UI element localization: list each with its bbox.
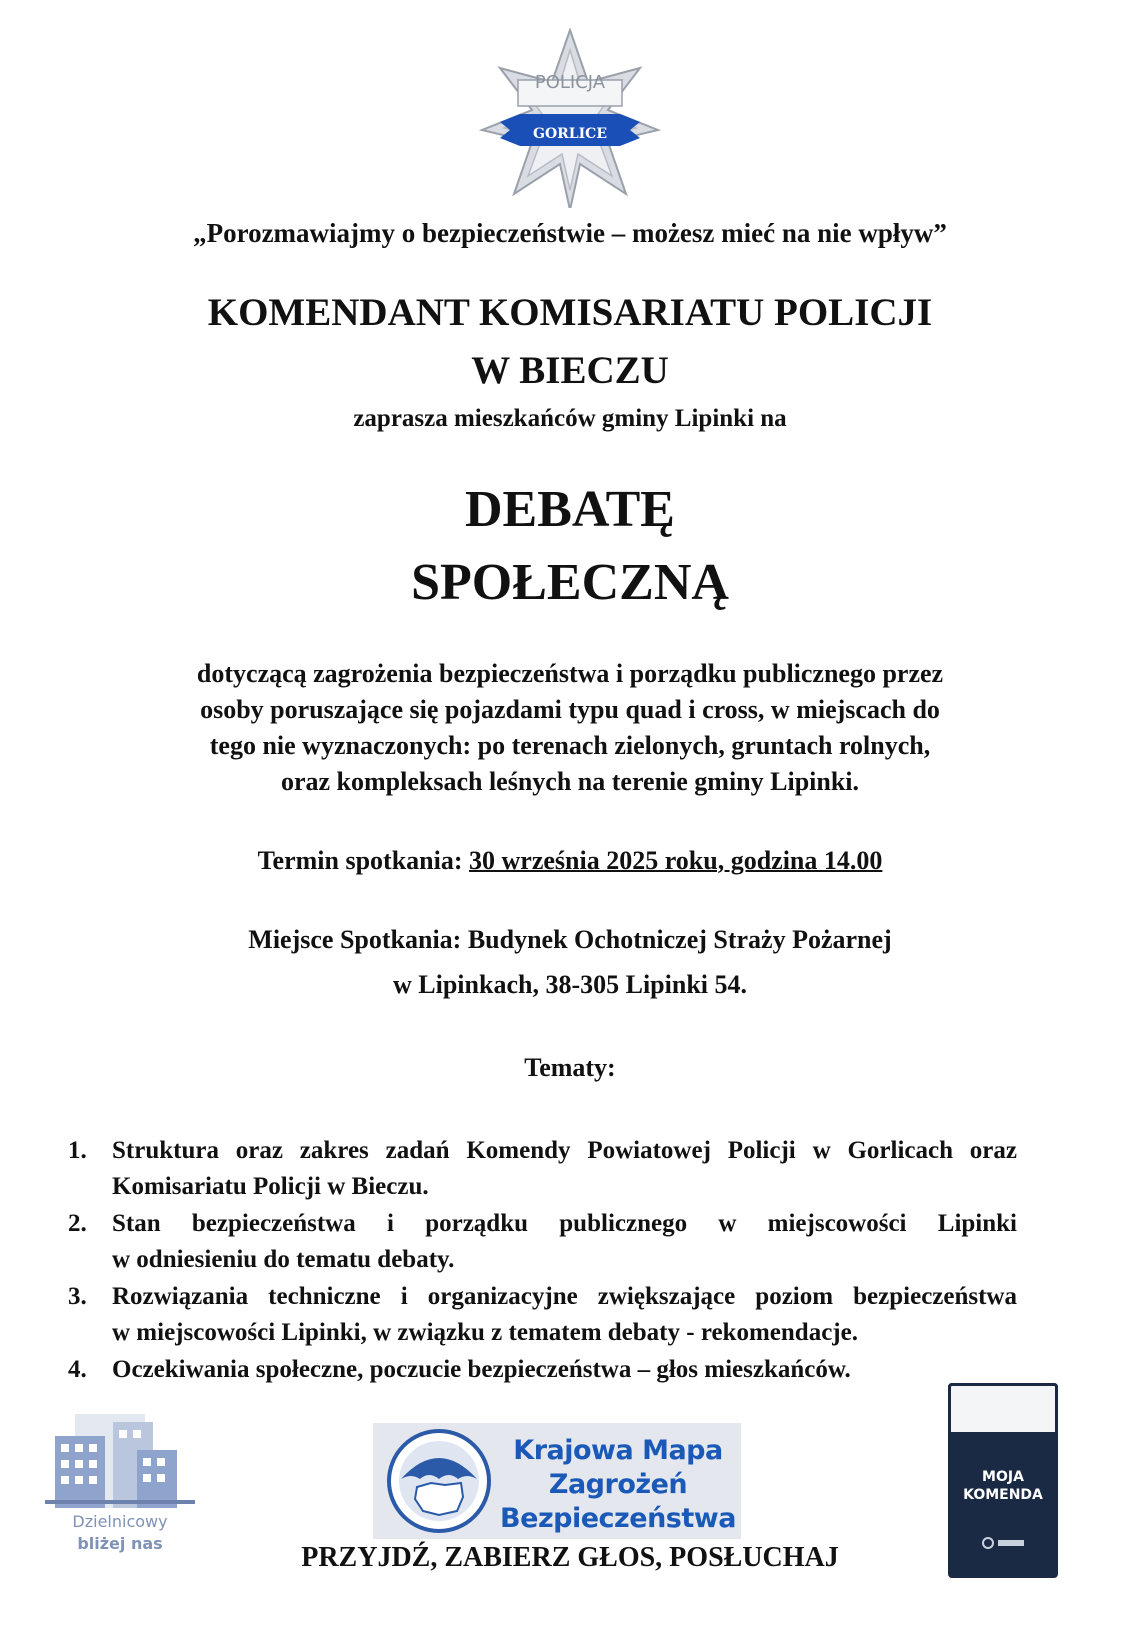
topic-line: Oczekiwania społeczne, poczucie bezpieczeństwa – głos mieszkańców. [112, 1356, 851, 1383]
title-line-2: W BIECZU [471, 349, 669, 392]
slogan: „Porozmawiajmy o bezpieczeństwie – możesz mieć na nie wpływ” [193, 218, 947, 248]
moja-komenda-app-image [948, 1383, 1058, 1578]
app-header [948, 1383, 1058, 1435]
topic-number: 4. [68, 1356, 87, 1383]
kmzb-text-line: Zagrożeń [548, 1469, 688, 1500]
description-line: oraz kompleksach leśnych na terenie gminy Lipinki. [280, 767, 860, 796]
kmzb-logo [373, 1423, 741, 1539]
event-name-line-2: SPOŁECZNĄ [411, 554, 729, 611]
description-line: osoby poruszające się pojazdami typu quad i cross, w miejscach do [200, 695, 940, 724]
topic-line: Struktura oraz zakres zadań Komendy Powiatowej Policji w Gorlicach oraz [112, 1137, 1017, 1164]
meeting-date [0, 846, 1140, 876]
police-star-icon [948, 1528, 1058, 1558]
description-line: tego nie wyznaczonych: po terenach zielonych, gruntach rolnych, [209, 731, 931, 760]
app-title-line: KOMENDA [963, 1487, 1043, 1503]
topic-line: w odniesieniu do tematu debaty. [112, 1246, 455, 1273]
date-value: 30 września 2025 roku, godzina 14.00 [469, 846, 883, 875]
topics-heading: Tematy: [524, 1053, 616, 1082]
badge-top-text: POLICJA [534, 72, 606, 93]
meeting-place-line-2: w Lipinkach, 38-305 Lipinki 54. [393, 970, 747, 999]
meeting-place-line-1: Miejsce Spotkania: Budynek Ochotniczej Straży Pożarnej [248, 925, 892, 954]
title-line-1: KOMENDANT KOMISARIATU POLICJI [207, 291, 933, 334]
dzielnicowy-label: Dzielnicowy [72, 1512, 168, 1531]
buildings-icon [45, 1400, 195, 1510]
event-name-line-1: DEBATĘ [465, 481, 675, 538]
invite-text: zaprasza mieszkańców gminy Lipinki na [353, 405, 787, 432]
police-badge-logo [470, 28, 670, 208]
umbrella-map-icon [379, 1423, 499, 1539]
topic-line: Komisariatu Policji w Bieczu. [112, 1173, 429, 1200]
topic-number: 2. [68, 1210, 87, 1237]
badge-ribbon-text: GORLICE [533, 126, 607, 142]
topic-number: 3. [68, 1283, 87, 1310]
kmzb-text-line: Krajowa Mapa [513, 1435, 723, 1466]
kmzb-text-line: Bezpieczeństwa [500, 1503, 736, 1534]
dzielnicowy-tagline: bliżej nas [77, 1534, 163, 1553]
topic-line: Rozwiązania techniczne i organizacyjne zwiększające poziom bezpieczeństwa [112, 1283, 1017, 1310]
topic-line: w miejscowości Lipinki, w związku z tematem debaty - rekomendacje. [112, 1319, 858, 1346]
date-label: Termin spotkania: [257, 846, 470, 875]
topic-line: Stan bezpieczeństwa i porządku publicznego w miejscowości Lipinki [112, 1210, 1017, 1237]
description-line: dotyczącą zagrożenia bezpieczeństwa i porządku publicznego przez [196, 659, 944, 688]
topic-number: 1. [68, 1137, 87, 1164]
dzielnicowy-logo [45, 1400, 195, 1565]
footer-call-to-action: PRZYJDŹ, ZABIERZ GŁOS, POSŁUCHAJ [301, 1542, 839, 1573]
app-title-line: MOJA [982, 1469, 1024, 1485]
